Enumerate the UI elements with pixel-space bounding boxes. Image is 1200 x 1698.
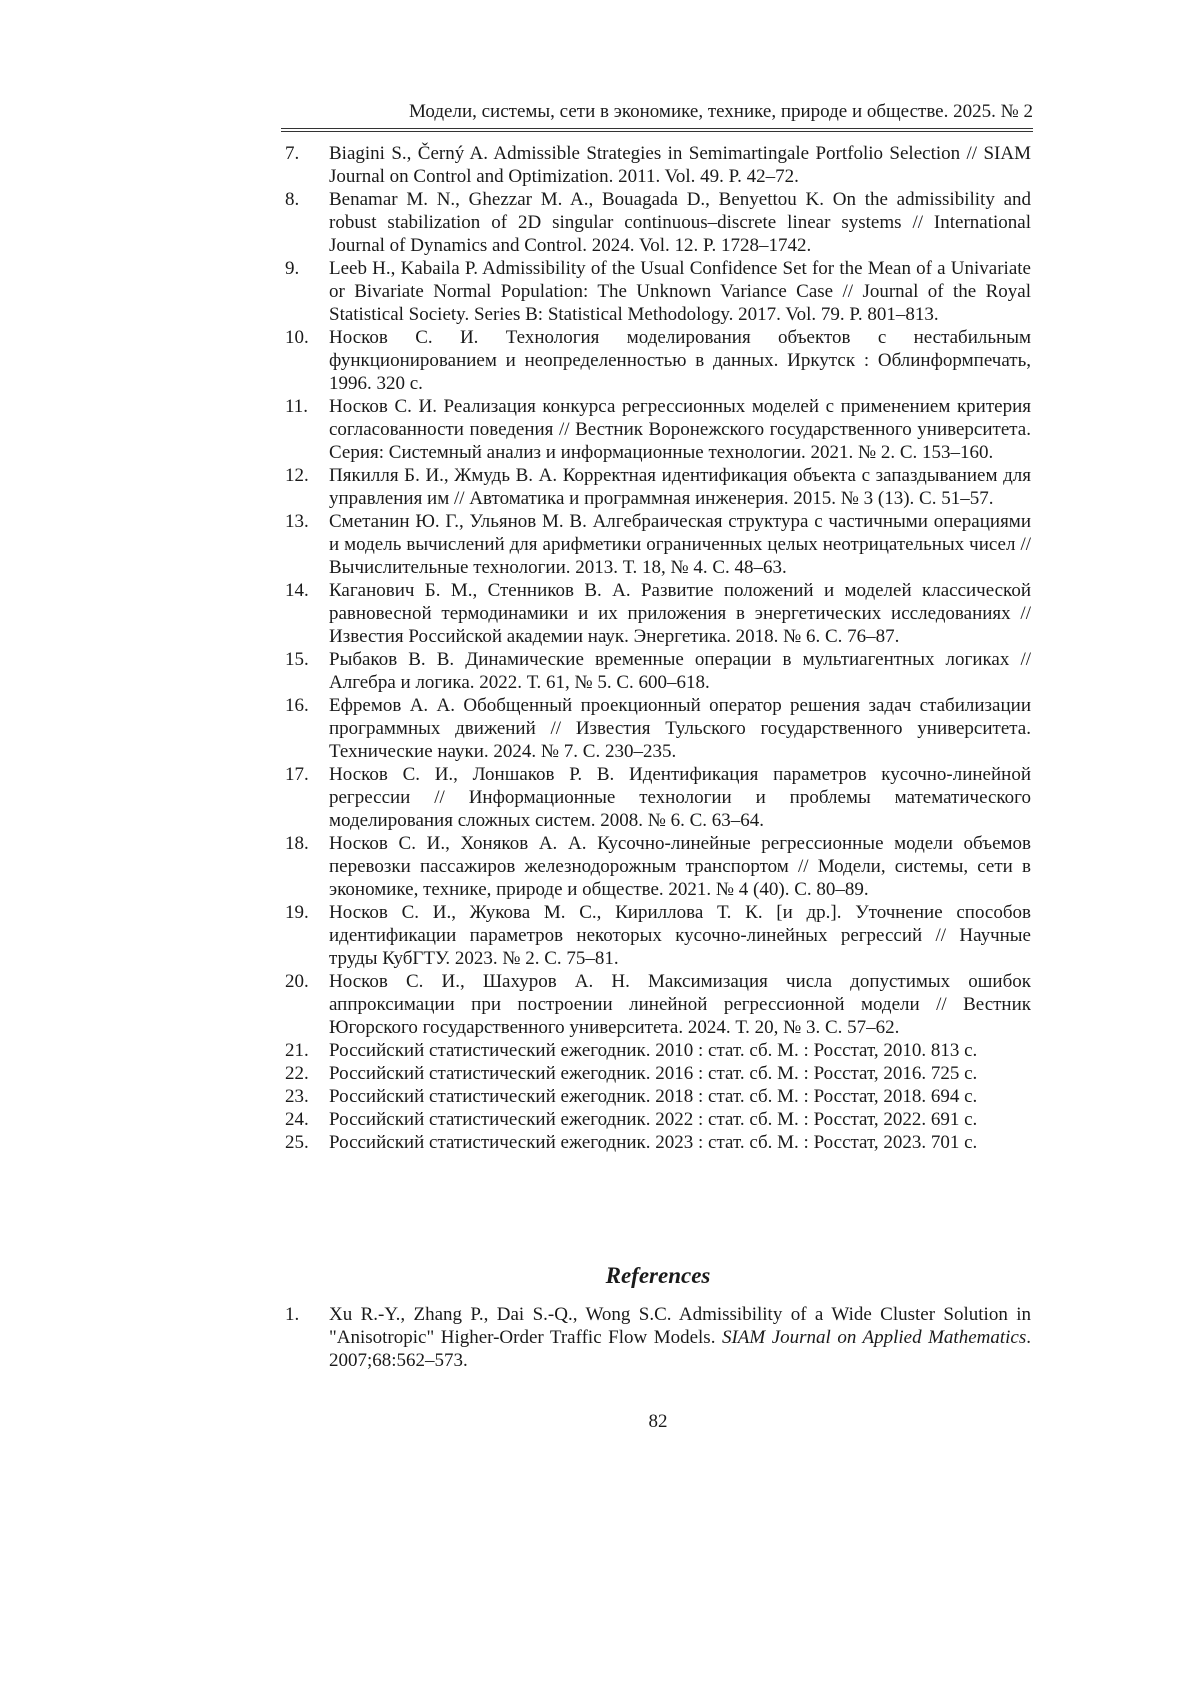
reference-item <box>285 694 1031 763</box>
reference-item <box>285 1303 1031 1372</box>
reference-number: 22. <box>285 1063 309 1084</box>
reference-number: 11. <box>285 396 309 417</box>
reference-text: Носков С. И., Жукова М. С., Кириллова Т. К. [и др.]. Уточнение способов идентификации параметров некоторых кусочно-линейных регрессий // Научные труды КубГТУ. 2023. № 2. С. 75–81. <box>329 902 1031 969</box>
reference-text: Носков С. И., Шахуров А. Н. Максимизация числа допустимых ошибок аппроксимации при построении линейной регрессионной модели // Вестник Югорского государственного университета. 2024. Т. 20, № 3. С. 57–62. <box>329 971 1031 1038</box>
reference-item <box>285 326 1031 395</box>
reference-item <box>285 510 1031 579</box>
reference-number: 14. <box>285 580 309 601</box>
reference-text: Российский статистический ежегодник. 2016 : стат. сб. М. : Росстат, 2016. 725 с. <box>329 1063 978 1084</box>
reference-text: Benamar M. N., Ghezzar M. A., Bouagada D., Benyettou K. On the admissibility and robust stabilization of 2D singular continuous–discrete linear systems // International Journal of Dynamics and Control. 2024. Vol. 12. P. 1728–1742. <box>329 189 1031 256</box>
reference-item <box>285 1131 1031 1154</box>
reference-item <box>285 464 1031 510</box>
reference-text: Российский статистический ежегодник. 2023 : стат. сб. М. : Росстат, 2023. 701 с. <box>329 1132 978 1153</box>
reference-item <box>285 1062 1031 1085</box>
reference-number: 12. <box>285 465 309 486</box>
reference-text: Ефремов А. А. Обобщенный проекционный оператор решения задач стабилизации программных движений // Известия Тульского государственного университета. Технические науки. 2024. № 7. С. 230–235. <box>329 695 1031 762</box>
reference-number: 19. <box>285 902 309 923</box>
reference-text: Российский статистический ежегодник. 2010 : стат. сб. М. : Росстат, 2010. 813 с. <box>329 1040 978 1061</box>
reference-text: Носков С. И. Технология моделирования объектов с нестабильным функционированием и неопределенностью в данных. Иркутск : Облинформпечать, 1996. 320 с. <box>329 327 1031 394</box>
reference-number: 17. <box>285 764 309 785</box>
reference-item <box>285 257 1031 326</box>
reference-number: 15. <box>285 649 309 670</box>
reference-number: 23. <box>285 1086 309 1107</box>
reference-number: 21. <box>285 1040 309 1061</box>
reference-text: Российский статистический ежегодник. 2018 : стат. сб. М. : Росстат, 2018. 694 с. <box>329 1086 978 1107</box>
reference-item <box>285 970 1031 1039</box>
reference-text: Каганович Б. М., Стенников В. А. Развитие положений и моделей классической равновесной термодинамики и их приложения в энергетических исследованиях // Известия Российской академии наук. Энергетика. 2018. № 6. С. 76–87. <box>329 580 1031 647</box>
reference-list-russian <box>285 142 1031 1154</box>
reference-item <box>285 648 1031 694</box>
reference-number: 8. <box>285 189 300 210</box>
reference-number: 24. <box>285 1109 309 1130</box>
reference-text <box>329 1303 1031 1372</box>
reference-item <box>285 142 1031 188</box>
reference-text: Leeb H., Kabaila P. Admissibility of the Usual Confidence Set for the Mean of a Univariate or Bivariate Normal Population: The Unknown Variance Case // Journal of the Royal Statistical Society. Series B: Statistical Methodology. 2017. Vol. 79. P. 801–813. <box>329 258 1031 325</box>
reference-item <box>285 1085 1031 1108</box>
reference-number: 10. <box>285 327 309 348</box>
reference-text: Сметанин Ю. Г., Ульянов М. В. Алгебраическая структура с частичными операциями и модель вычислений для арифметики ограниченных целых неотрицательных чисел // Вычислительные технологии. 2013. Т. 18, № 4. С. 48–63. <box>329 511 1031 578</box>
reference-number: 18. <box>285 833 309 854</box>
reference-number: 9. <box>285 258 300 279</box>
reference-text: Рыбаков В. В. Динамические временные операции в мультиагентных логиках // Алгебра и логика. 2022. Т. 61, № 5. С. 600–618. <box>329 649 1031 693</box>
reference-text-part: Xu R.-Y., Zhang P., Dai S.-Q., Wong S.C. Admissibility of a Wide Cluster Solution in "Anisotropic" Higher-Order Traffic Flow Models. <box>329 1304 1031 1348</box>
reference-list-english <box>285 1303 1031 1372</box>
reference-item <box>285 901 1031 970</box>
reference-number: 25. <box>285 1132 309 1153</box>
reference-text: Российский статистический ежегодник. 2022 : стат. сб. М. : Росстат, 2022. 691 с. <box>329 1109 978 1130</box>
reference-journal-title: SIAM Journal on Applied Mathematics <box>721 1327 1027 1348</box>
reference-number: 20. <box>285 971 309 992</box>
reference-text-part: . 2007;68:562–573. <box>329 1327 1032 1371</box>
page-number: 82 <box>648 1411 668 1432</box>
reference-text: Носков С. И. Реализация конкурса регрессионных моделей с применением критерия согласованности поведения // Вестник Воронежского государственного университета. Серия: Системный анализ и информационные технологии. 2021. № 2. С. 153–160. <box>329 396 1031 463</box>
reference-text: Biagini S., Černý A. Admissible Strategies in Semimartingale Portfolio Selection // SIAM Journal on Control and Optimization. 2011. Vol. 49. P. 42–72. <box>329 143 1031 187</box>
reference-text: Пякилля Б. И., Жмудь В. А. Корректная идентификация объекта с запаздыванием для управления им // Автоматика и программная инженерия. 2015. № 3 (13). С. 51–57. <box>329 465 1031 509</box>
reference-text: Носков С. И., Лоншаков Р. В. Идентификация параметров кусочно-линейной регрессии // Информационные технологии и проблемы математического моделирования сложных систем. 2008. № 6. С. 63–64. <box>329 764 1031 831</box>
reference-item <box>285 188 1031 257</box>
reference-item <box>285 579 1031 648</box>
header-rule-bottom <box>281 131 1033 132</box>
running-header: Модели, системы, сети в экономике, технике, природе и обществе. 2025. № 2 <box>408 101 1033 122</box>
reference-item <box>285 763 1031 832</box>
reference-text: Носков С. И., Хоняков А. А. Кусочно-линейные регрессионные модели объемов перевозки пассажиров железнодорожным транспортом // Модели, системы, сети в экономике, технике, природе и обществе. 2021. № 4 (40). С. 80–89. <box>329 833 1031 900</box>
reference-number: 7. <box>285 143 300 164</box>
reference-number: 16. <box>285 695 309 716</box>
reference-item <box>285 1039 1031 1062</box>
reference-number: 1. <box>285 1304 300 1325</box>
references-heading: References <box>605 1263 711 1288</box>
reference-item <box>285 832 1031 901</box>
header-rule-top <box>281 128 1033 129</box>
reference-item <box>285 1108 1031 1131</box>
reference-item <box>285 395 1031 464</box>
reference-number: 13. <box>285 511 309 532</box>
